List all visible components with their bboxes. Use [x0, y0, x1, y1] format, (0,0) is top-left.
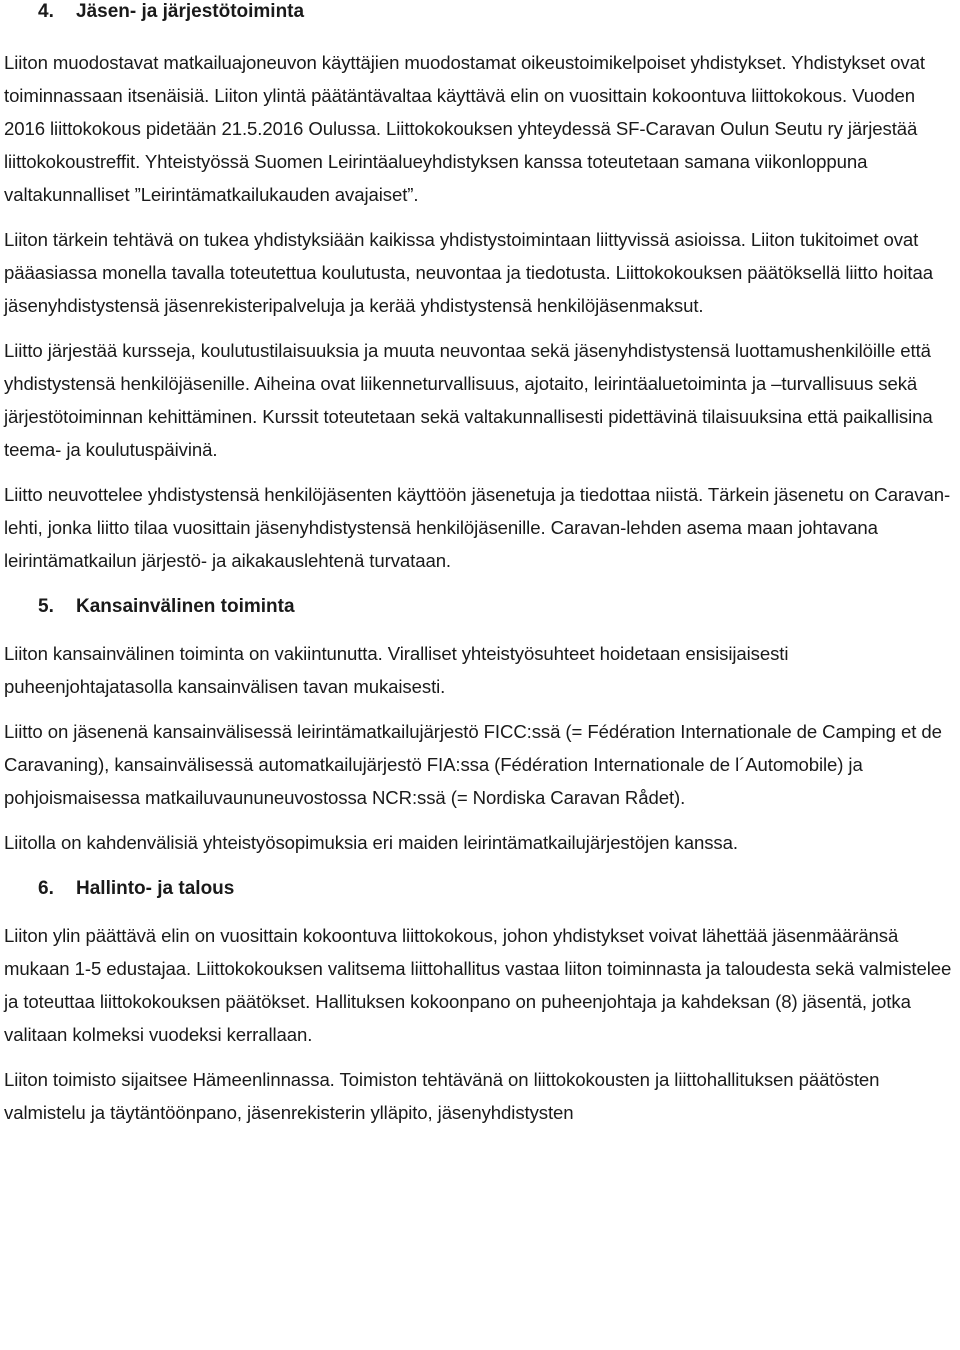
section-4-heading — [4, 0, 954, 24]
section-5-paragraph-1: Liiton kansainvälinen toiminta on vakiintunutta. Viralliset yhteistyösuhteet hoidetaan ensisijaisesti puheenjohtajatasolla kansainvälisen tavan mukaisesti. — [4, 643, 789, 697]
section-5-paragraph-3: Liitolla on kahdenvälisiä yhteistyösopimuksia eri maiden leirintämatkailujärjestöjen kanssa. — [4, 832, 738, 853]
section-4-paragraph-3: Liitto järjestää kursseja, koulutustilaisuuksia ja muuta neuvontaa sekä jäsenyhdistystensä luottamushenkilöille että yhdistystensä henkilöjäsenille. Aiheina ovat liikenneturvallisuus, ajotaito, leirintäaluetoiminta ja –turvallisuus sekä järjestötoiminnan kehittäminen. Kurssit toteutetaan sekä valtakunnallisesti pidettävinä tilaisuuksina että paikallisina teema- ja koulutuspäivinä. — [4, 340, 933, 460]
section-5-heading — [4, 595, 954, 619]
section-6-paragraph-2: Liiton toimisto sijaitsee Hämeenlinnassa. Toimiston tehtävänä on liittokokousten ja liittohallituksen päätösten valmistelu ja täytäntöönpano, jäsenrekisterin ylläpito, jäsenyhdistysten — [4, 1069, 880, 1123]
section-6-title: Hallinto- ja talous — [76, 878, 235, 899]
section-5-title: Kansainvälinen toiminta — [76, 596, 295, 617]
section-4-paragraph-1: Liiton muodostavat matkailuajoneuvon käyttäjien muodostamat oikeustoimikelpoiset yhdistykset. Yhdistykset ovat toiminnassaan itsenäisiä. Liiton ylintä päätäntävaltaa käyttävä elin on vuosittain kokoontuva liittokokous. Vuoden 2016 liittokokous pidetään 21.5.2016 Oulussa. Liittokokouksen yhteydessä SF-Caravan Oulun Seutu ry järjestää liittokokoustreffit. Yhteistyössä Suomen Leirintäalueyhdistyksen kanssa toteutetaan samana viikonloppuna valtakunnalliset ”Leirintämatkailukauden avajaiset”. — [4, 52, 925, 205]
section-4-paragraph-4: Liitto neuvottelee yhdistystensä henkilöjäsenten käyttöön jäsenetuja ja tiedottaa niistä. Tärkein jäsenetu on Caravan-lehti, jonka liitto tilaa vuosittain jäsenyhdistystensä henkilöjäsenille. Caravan-lehden asema maan johtavana leirintämatkailun järjestö- ja aikakauslehtenä turvataan. — [4, 484, 951, 571]
section-4-title: Jäsen- ja järjestötoiminta — [76, 1, 305, 22]
section-6-heading — [4, 877, 954, 901]
section-4-paragraph-2: Liiton tärkein tehtävä on tukea yhdistyksiään kaikissa yhdistystoimintaan liittyvissä asioissa. Liiton tukitoimet ovat pääasiassa monella tavalla toteutettua koulutusta, neuvontaa ja tiedotusta. Liittokokouksen päätöksellä liitto hoitaa jäsenyhdistystensä jäsenrekisteripalveluja ja kerää yhdistystensä henkilöjäsenmaksut. — [4, 229, 933, 316]
section-4-number: 4. — [38, 1, 54, 22]
section-6-number: 6. — [38, 878, 54, 899]
section-5-paragraph-2: Liitto on jäsenenä kansainvälisessä leirintämatkailujärjestö FICC:ssä (= Fédération Internationale de Camping et de Caravaning), kansainvälisessä automatkailujärjestö FIA:ssa (Fédération Internationale de l´Automobile) ja pohjoismaisessa matkailuvaununeuvostossa NCR:ssä (= Nordiska Caravan Rådet). — [4, 721, 942, 808]
section-6-paragraph-1: Liiton ylin päättävä elin on vuosittain kokoontuva liittokokous, johon yhdistykset voivat lähettää jäsenmääränsä mukaan 1-5 edustajaa. Liittokokouksen valitsema liittohallitus vastaa liiton toiminnasta ja taloudesta sekä valmistelee ja toteuttaa liittokokouksen päätökset. Hallituksen kokoonpano on puheenjohtaja ja kahdeksan (8) jäsentä, jotka valitaan kolmeksi vuodeksi kerrallaan. — [4, 925, 952, 1045]
section-5-number: 5. — [38, 596, 54, 617]
